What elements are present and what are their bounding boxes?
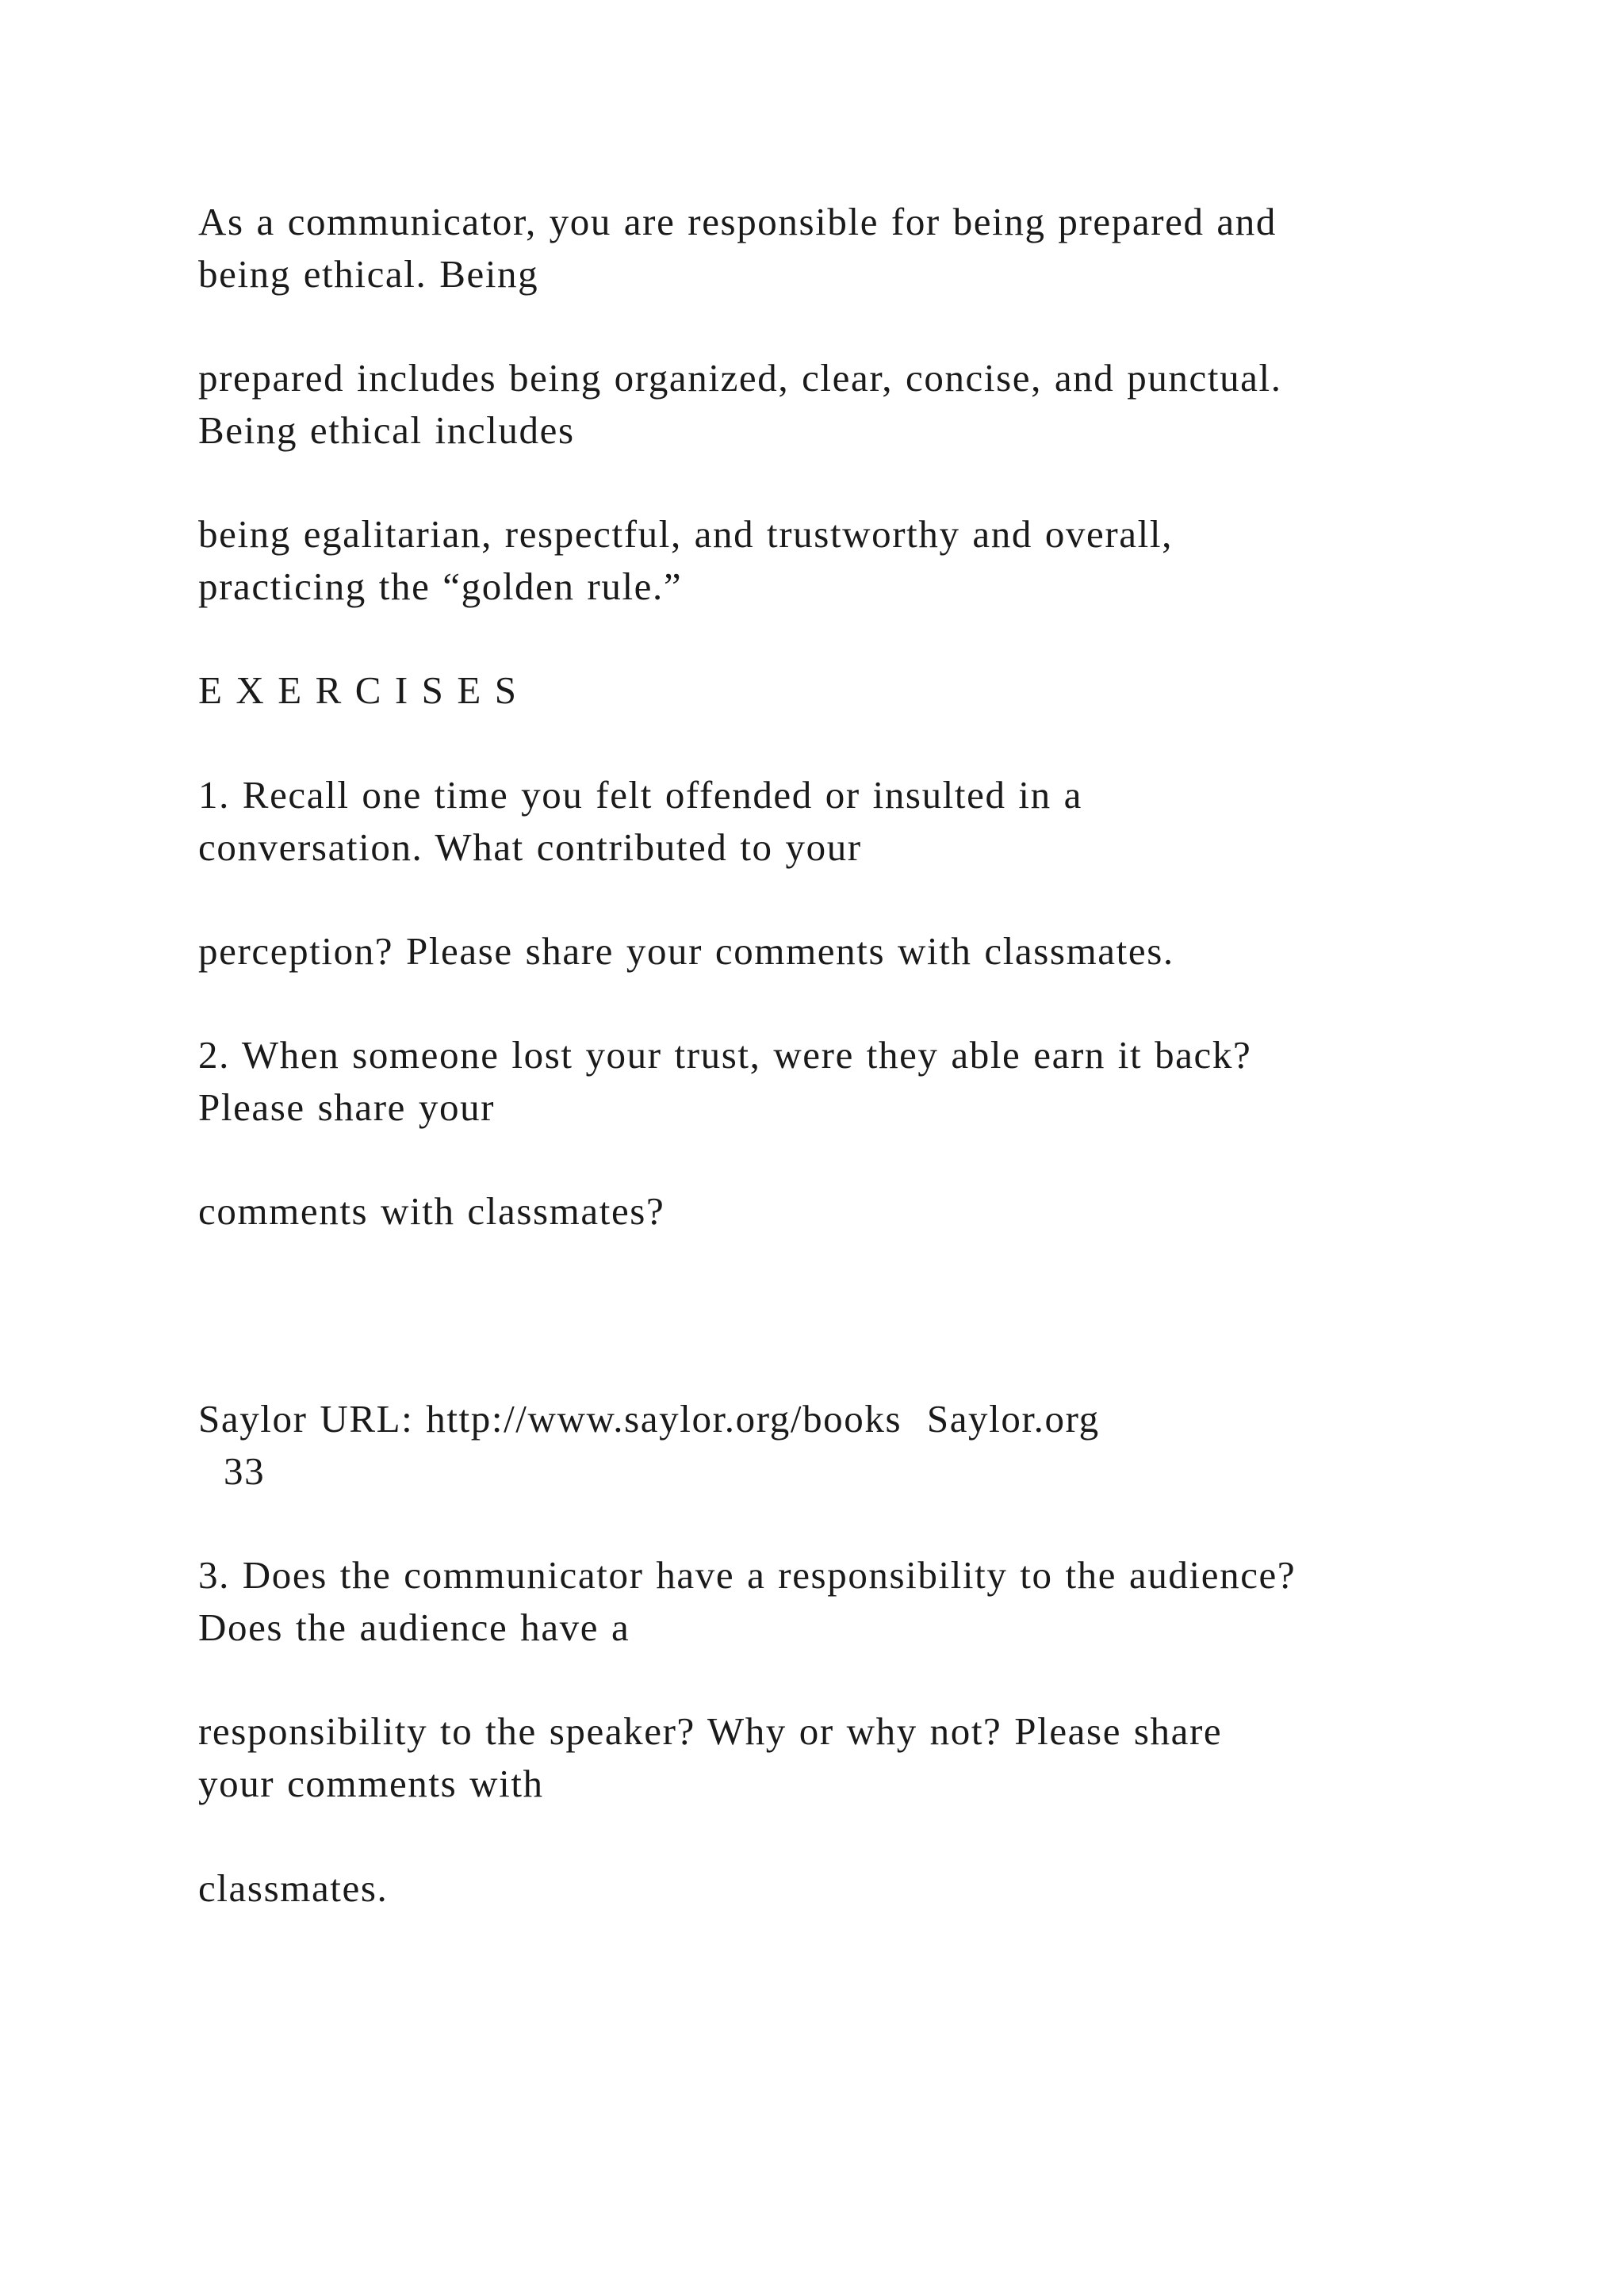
exercise-1-line: 1. Recall one time you felt offended or insulted in a (198, 773, 1082, 817)
exercise-1-line: conversation. What contributed to your (198, 825, 862, 869)
exercise-2-line: comments with classmates? (198, 1189, 665, 1233)
exercise-2-line: Please share your (198, 1085, 496, 1129)
summary-line: As a communicator, you are responsible for being prepared and (198, 200, 1277, 243)
exercise-3-line: 3. Does the communicator have a responsibility to the audience? (198, 1553, 1297, 1597)
summary-line: practicing the “golden rule.” (198, 564, 683, 608)
footer-source-line: Saylor URL: http://www.saylor.org/books Saylor.org (198, 1397, 1100, 1441)
exercise-3-line: responsibility to the speaker? Why or why not? Please share (198, 1709, 1223, 1753)
summary-line: being ethical. Being (198, 252, 539, 296)
exercise-3-line: classmates. (198, 1866, 389, 1910)
summary-line: Being ethical includes (198, 408, 575, 452)
exercise-3-line: Does the audience have a (198, 1605, 630, 1649)
exercise-3-line: your comments with (198, 1762, 544, 1805)
exercise-1-line: perception? Please share your comments with classmates. (198, 929, 1174, 973)
exercises-heading: E X E R C I S E S (198, 668, 518, 712)
summary-line: being egalitarian, respectful, and trustworthy and overall, (198, 512, 1173, 556)
summary-line: prepared includes being organized, clear, concise, and punctual. (198, 356, 1282, 400)
exercise-2-line: 2. When someone lost your trust, were they able earn it back? (198, 1033, 1252, 1077)
page-number: 33 (224, 1449, 266, 1493)
